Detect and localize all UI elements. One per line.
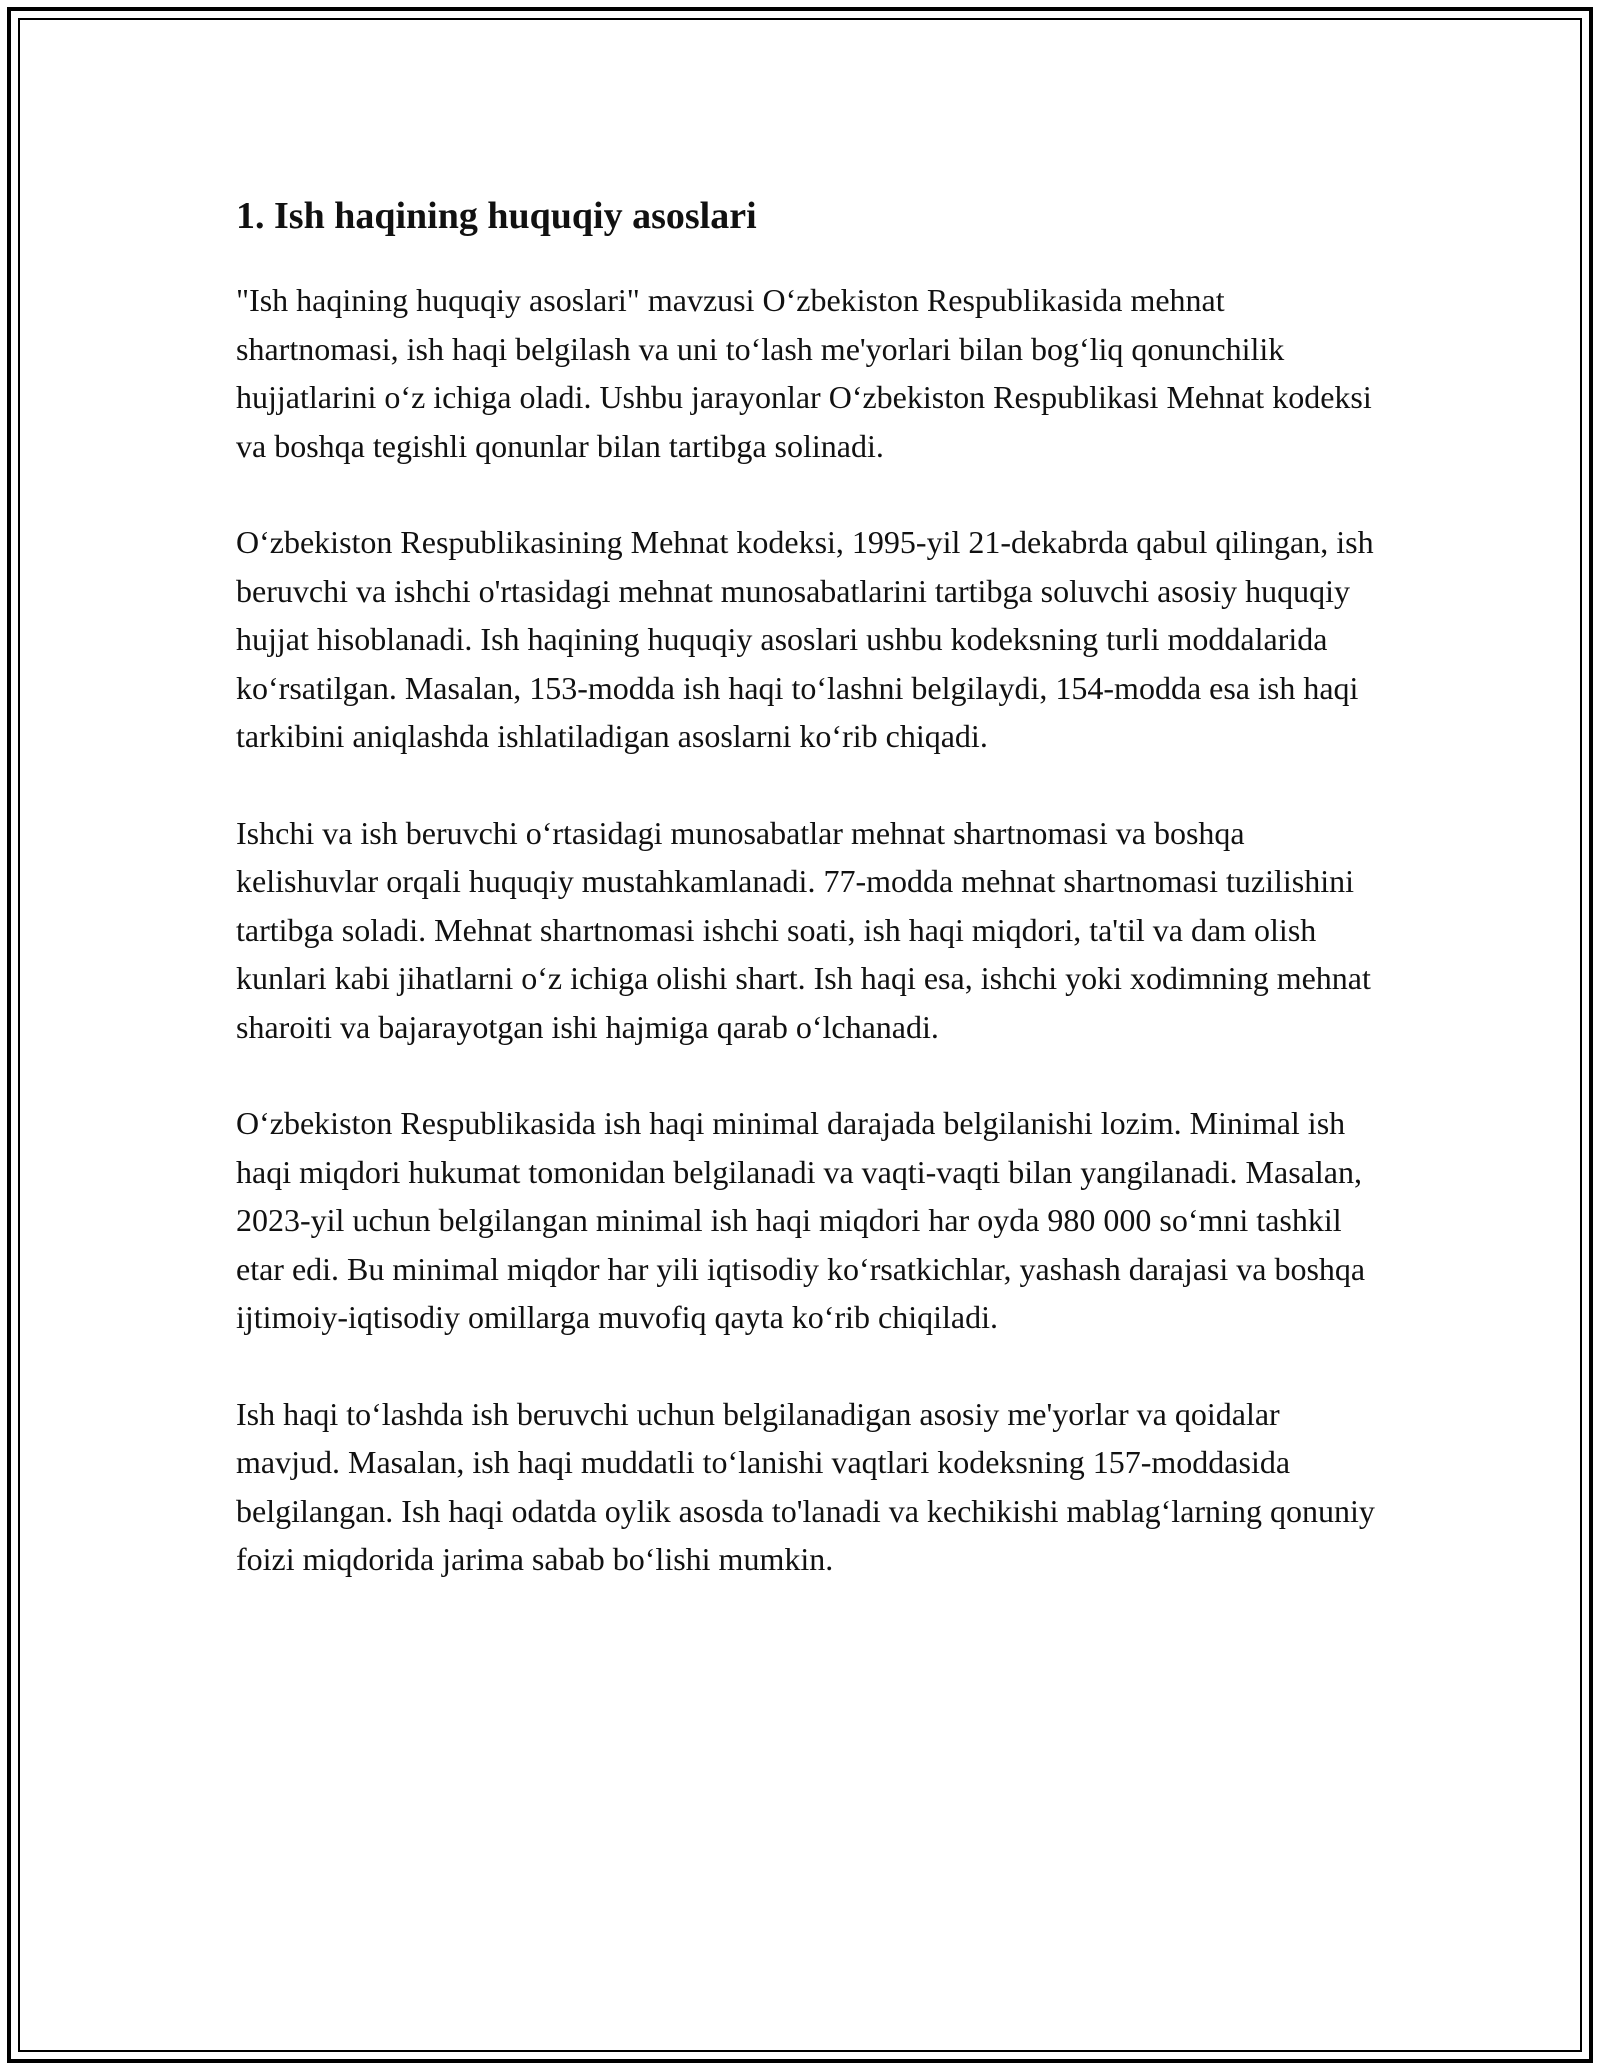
document-body xyxy=(236,186,1386,1632)
paragraph-1: "Ish haqining huquqiy asoslari" mavzusi Oʻzbekiston Respublikasida mehnat shartnomasi, ish haqi belgilash va uni toʻlash me'yorlari bilan bogʻliq qonunchilik hujjatlarini oʻz ichiga oladi. Ushbu jarayonlar Oʻzbekiston Respublikasi Mehnat kodeksi va boshqa tegishli qonunlar bilan tartibga solinadi. xyxy=(236,282,1372,464)
paragraph-3: Ishchi va ish beruvchi oʻrtasidagi munosabatlar mehnat shartnomasi va boshqa kelishuvlar orqali huquqiy mustahkamlanadi. 77-modda mehnat shartnomasi tuzilishini tartibga soladi. Mehnat shartnomasi ishchi soati, ish haqi miqdori, ta'til va dam olish kunlari kabi jihatlarni oʻz ichiga olishi shart. Ish haqi esa, ishchi yoki xodimning mehnat sharoiti va bajarayotgan ishi hajmiga qarab oʻlchanadi. xyxy=(236,814,1371,1045)
paragraph-5: Ish haqi toʻlashda ish beruvchi uchun belgilanadigan asosiy me'yorlar va qoidalar mavjud. Masalan, ish haqi muddatli toʻlanishi vaqtlari kodeksning 157-moddasida belgilangan. Ish haqi odatda oylik asosda to'lanadi va kechikishi mablagʻlarning qonuniy foizi miqdorida jarima sabab boʻlishi mumkin. xyxy=(236,1395,1375,1577)
paragraph-2: Oʻzbekiston Respublikasining Mehnat kodeksi, 1995-yil 21-dekabrda qabul qilingan, ish beruvchi va ishchi o'rtasidagi mehnat munosabatlarini tartibga soluvchi asosiy huquqiy hujjat hisoblanadi. Ish haqining huquqiy asoslari ushbu kodeksning turli moddalarida koʻrsatilgan. Masalan, 153-modda ish haqi toʻlashni belgilaydi, 154-modda esa ish haqi tarkibini aniqlashda ishlatiladigan asoslarni koʻrib chiqadi. xyxy=(236,524,1374,754)
section-heading: 1. Ish haqining huquqiy asoslari xyxy=(236,195,757,237)
paragraph-4: Oʻzbekiston Respublikasida ish haqi minimal darajada belgilanishi lozim. Minimal ish haqi miqdori hukumat tomonidan belgilanadi va vaqti-vaqti bilan yangilanadi. Masalan, 2023-yil uchun belgilangan minimal ish haqi miqdori har oyda 980 000 soʻmni tashkil etar edi. Bu minimal miqdor har yili iqtisodiy koʻrsatkichlar, yashash darajasi va boshqa ijtimoiy-iqtisodiy omillarga muvofiq qayta koʻrib chiqiladi. xyxy=(236,1105,1366,1335)
